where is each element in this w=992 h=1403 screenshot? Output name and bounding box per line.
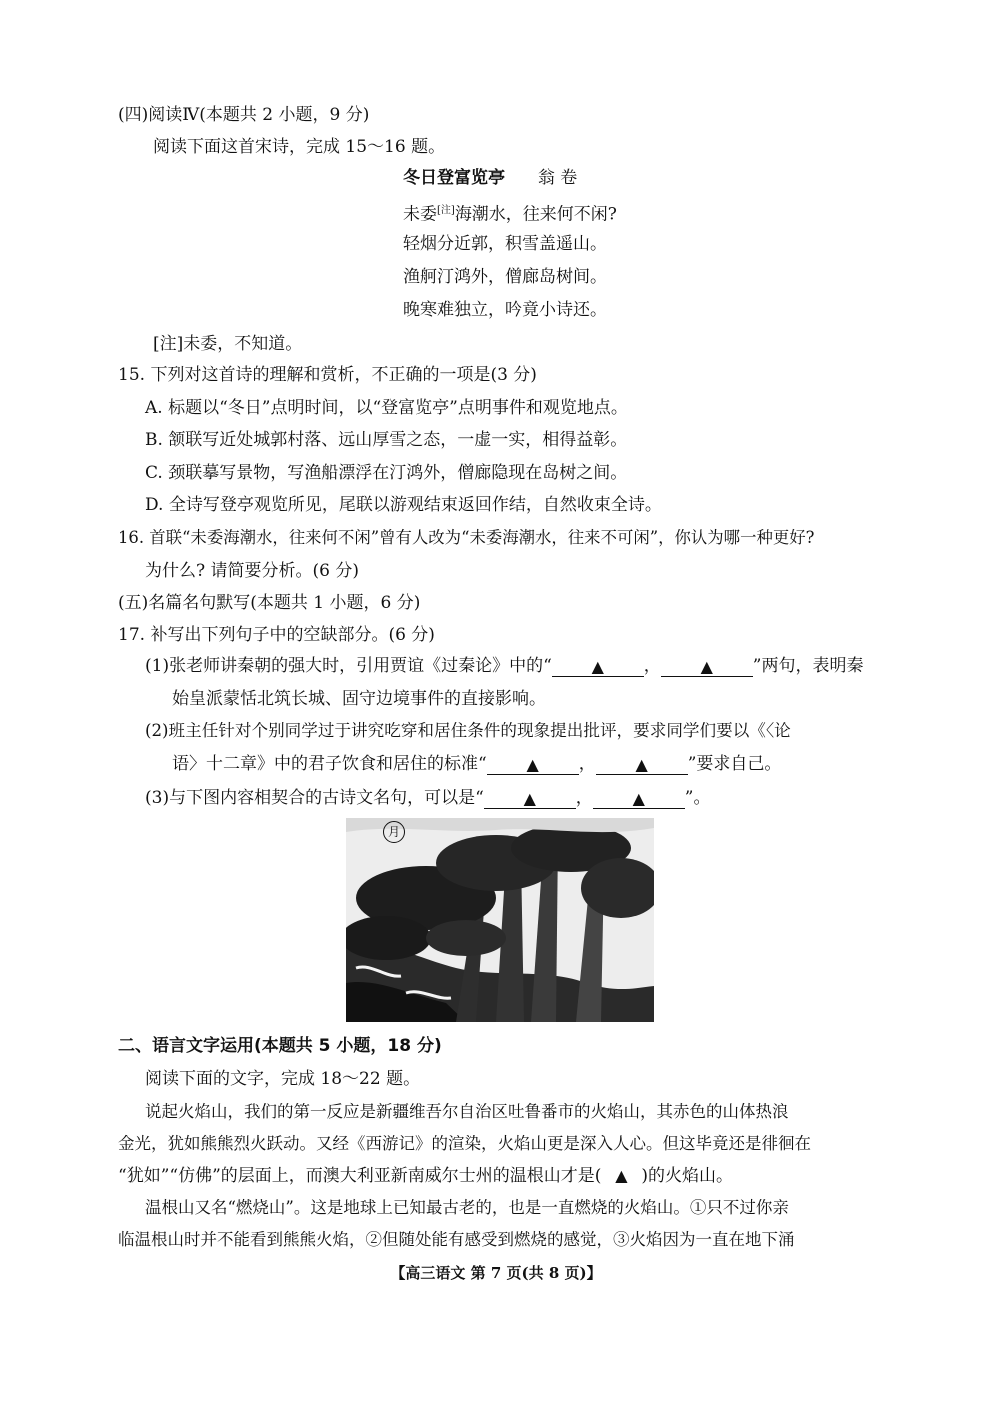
q17-part1-text: (1)张老师讲秦朝的强大时，引用贾谊《过秦论》中的“ xyxy=(145,656,552,676)
q15-option-a: A. 标题以“冬日”点明时间，以“登富览亭”点明事件和观览地点。 xyxy=(145,398,628,418)
poem-title-row xyxy=(403,167,577,189)
blank-marker: ▲ xyxy=(615,1166,628,1185)
q17-part2-line1: (2)班主任针对个别同学过于讲究吃穿和居住条件的现象提出批评，要求同学们要以《〈论 xyxy=(145,721,791,740)
poem-line-2: 轻烟分近郭，积雪盖遥山。 xyxy=(403,234,607,254)
poem-line-1-end: 海潮水，往来何不闲? xyxy=(454,204,617,225)
answer-blank-7[interactable] xyxy=(601,1165,641,1187)
comma: ， xyxy=(575,788,593,808)
answer-blank-4[interactable] xyxy=(596,754,688,775)
q17-part1-line2: 始皇派蒙恬北筑长城、固守边境事件的直接影响。 xyxy=(172,689,546,709)
poem-author: 翁 卷 xyxy=(537,168,578,188)
passage-line-5: 临温根山时并不能看到熊熊火焰，②但随处能有感受到燃烧的感觉，③火焰因为一直在地下涌 xyxy=(118,1230,795,1249)
comma: ， xyxy=(643,656,661,676)
q15-option-d: D. 全诗写登亭观览所见，尾联以游观结束返回作结，自然收束全诗。 xyxy=(145,495,662,515)
q17-stem: 17. 补写出下列句子中的空缺部分。(6 分) xyxy=(118,625,435,645)
poem-line-1 xyxy=(403,200,617,226)
section4-heading: (四)阅读Ⅳ(本题共 2 小题，9 分) xyxy=(118,105,370,125)
blank-marker: ▲ xyxy=(700,657,713,676)
part2-heading: 二、语言文字运用(本题共 5 小题，18 分) xyxy=(118,1036,442,1056)
ink-painting-image xyxy=(346,818,654,1022)
poem-line-4: 晚寒难独立，吟竟小诗还。 xyxy=(403,300,607,320)
q17-part2-text-end: ”要求自己。 xyxy=(687,754,782,774)
blank-marker: ▲ xyxy=(591,657,604,676)
q17-part2-line2 xyxy=(172,753,781,775)
pine-tree-painting xyxy=(346,818,654,1022)
poem-title: 冬日登富览亭 xyxy=(403,168,505,188)
q17-part3-text-end: ”。 xyxy=(684,788,711,808)
page-footer: 【高三语文 第 7 页(共 8 页)】 xyxy=(390,1264,602,1282)
poem-line-1-start: 未委 xyxy=(403,204,437,225)
passage-line-3 xyxy=(118,1165,733,1187)
answer-blank-5[interactable] xyxy=(484,788,576,809)
comma: ， xyxy=(578,754,596,774)
q15-option-c: C. 颈联摹写景物，写渔船漂浮在汀鸿外，僧廊隐现在岛树之间。 xyxy=(145,463,628,483)
blank-marker: ▲ xyxy=(526,755,539,774)
poem-line-3: 渔舸汀鸿外，僧廊岛树间。 xyxy=(403,267,607,287)
answer-blank-3[interactable] xyxy=(487,754,579,775)
q16-line-1: 16. 首联“未委海潮水，往来何不闲”曾有人改为“未委海潮水，往来不可闲”，你认为哪一种更好? xyxy=(118,528,815,547)
passage-line-3-end: )的火焰山。 xyxy=(641,1166,734,1186)
poem-note-marker: [注] xyxy=(437,205,455,216)
moon-seal-icon: 月 xyxy=(383,821,405,843)
q15-stem: 15. 下列对这首诗的理解和赏析，不正确的一项是(3 分) xyxy=(118,365,537,385)
blank-marker: ▲ xyxy=(635,755,648,774)
section5-heading: (五)名篇名句默写(本题共 1 小题，6 分) xyxy=(118,593,421,613)
q16-line-2: 为什么? 请简要分析。(6 分) xyxy=(145,561,360,581)
passage-line-2: 金光，犹如熊熊烈火跃动。又经《西游记》的渲染，火焰山更是深入人心。但这毕竟还是徘徊在 xyxy=(118,1134,811,1153)
section4-instruction: 阅读下面这首宋诗，完成 15～16 题。 xyxy=(153,137,446,157)
passage-line-1: 说起火焰山，我们的第一反应是新疆维吾尔自治区吐鲁番市的火焰山，其赤色的山体热浪 xyxy=(145,1102,789,1121)
part2-instruction: 阅读下面的文字，完成 18～22 题。 xyxy=(145,1069,421,1089)
poem-note: [注]未委，不知道。 xyxy=(153,334,303,354)
q15-option-b: B. 颔联写近处城郭村落、远山厚雪之态，一虚一实，相得益彰。 xyxy=(145,430,628,450)
q17-part1-text-end: ”两句，表明秦 xyxy=(752,656,864,676)
passage-line-3-start: “犹如”“仿佛”的层面上，而澳大利亚新南威尔士州的温根山才是( xyxy=(118,1166,602,1186)
passage-line-4: 温根山又名“燃烧山”。这是地球上已知最古老的，也是一直燃烧的火焰山。①只不过你亲 xyxy=(145,1198,789,1217)
q17-part3-line xyxy=(145,787,710,809)
answer-blank-1[interactable] xyxy=(552,656,644,677)
answer-blank-2[interactable] xyxy=(661,656,753,677)
q17-part2-text: 语〉十二章》中的君子饮食和居住的标准“ xyxy=(172,754,487,774)
blank-marker: ▲ xyxy=(523,789,536,808)
blank-marker: ▲ xyxy=(632,789,645,808)
answer-blank-6[interactable] xyxy=(593,788,685,809)
q17-part1-line1 xyxy=(145,655,863,677)
q17-part3-text: (3)与下图内容相契合的古诗文名句，可以是“ xyxy=(145,788,484,808)
